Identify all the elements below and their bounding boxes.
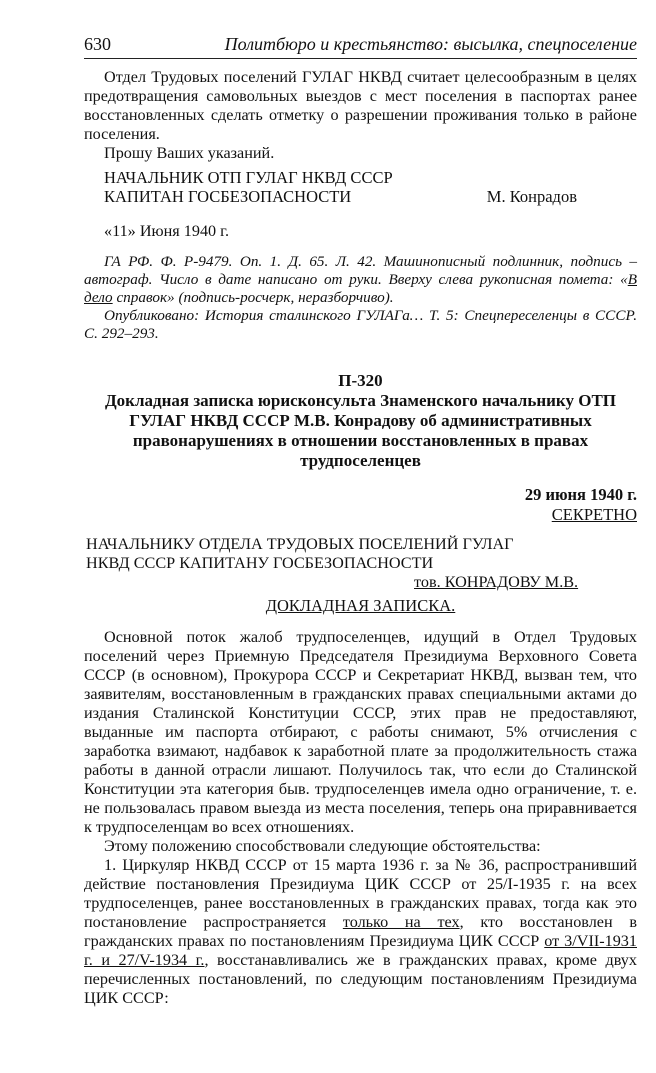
sign-line-2	[84, 187, 637, 206]
sign-line-1: НАЧАЛЬНИК ОТП ГУЛАГ НКВД СССР	[104, 168, 393, 187]
addressee-line-3: тов. КОНРАДОВУ М.В.	[414, 573, 579, 591]
memo-paragraph-2: Этому положению способствовали следующие обстоятельства:	[104, 837, 541, 855]
prev-paragraph-1: Отдел Трудовых поселений ГУЛАГ НКВД считает целесообразным в целях предотвращения самовольных выездов с мест поселения в паспортах ранее восстановленных сделать отметку о разрешении проживания только в районе поселения.	[84, 68, 637, 143]
memo-paragraph-3: 1. Циркуляр НКВД СССР от 15 марта 1936 г. за № 36, распространивший действие постановления Президиума ЦИК СССР от 25/I-1935 г. на всех трудпоселенцев, ранее восстановленных в гражданских правах, тогда как это постановление распространяется только на тех, кто восстановлен в гражданских правах по постановлениям Президиума ЦИК СССР от 3/VII-1931 г. и 27/V-1934 г., восстанавливались же в гражданских правах, кроме двух перечисленных постановлений, по следующим постановлениям Президиума ЦИК СССР:	[84, 856, 637, 1007]
running-header	[84, 34, 637, 59]
publication-source: Опубликовано: История сталинского ГУЛАГа… Т. 5: Спецпереселенцы в СССР. С. 292–293.	[84, 307, 637, 342]
memo-heading: ДОКЛАДНАЯ ЗАПИСКА.	[265, 596, 456, 615]
document-date: 29 июня 1940 г.	[524, 485, 637, 504]
secret-stamp: СЕКРЕТНО	[551, 505, 637, 524]
prev-date: «11» Июня 1940 г.	[104, 222, 230, 240]
page-number: 630	[84, 34, 111, 54]
document-title: Докладная записка юрисконсульта Знаменского начальнику ОТП ГУЛАГ НКВД СССР М.В. Конрадову об административных правонарушениях в отношении восстановленных в правах трудпоселенцев	[104, 391, 617, 470]
prev-paragraph-2: Прошу Ваших указаний.	[104, 144, 275, 162]
running-title: Политбюро и крестьянство: высылка, спецпоселение	[224, 34, 637, 54]
archive-source: ГА РФ. Ф. Р-9479. Оп. 1. Д. 65. Л. 42. Машинописный подлинник, подпись – автограф. Число в дате написано от руки. Вверху слева рукописная помета: «В дело справок» (подпись-росчерк, неразборчиво).	[84, 253, 637, 306]
document-number: П-320	[338, 371, 383, 390]
page	[84, 34, 637, 1008]
addressee-line-2: НКВД СССР КАПИТАНУ ГОСБЕЗОПАСНОСТИ	[86, 554, 434, 572]
memo-paragraph-1: Основной поток жалоб трудпоселенцев, идущий в Отдел Трудовых поселений через Приемную Председателя Президиума Верховного Совета СССР (в основном), Прокурора СССР и Секретариат НКВД, вызван тем, что заявителям, восстановленным в гражданских правах специальными актами до издания Сталинской Конституции СССР, этих прав не предоставляют, выданные им паспорта отбирают, с работы снимают, 5% отчисления с заработка взимают, надбавок к заработной плате за продолжительность стажа работы в данной отрасли лишают. Получилось так, что если до Сталинской Конституции эта категория быв. трудпоселенцев имела одно ограничение, т. е. не пользовалась правом выезда из места поселения, теперь она приравнивается к трудпоселенцам во всех отношениях.	[84, 628, 637, 836]
sign-name: М. Конрадов	[486, 187, 577, 206]
sign-rank: КАПИТАН ГОСБЕЗОПАСНОСТИ	[104, 187, 352, 206]
addressee-line-1: НАЧАЛЬНИКУ ОТДЕЛА ТРУДОВЫХ ПОСЕЛЕНИЙ ГУЛАГ	[86, 535, 514, 553]
